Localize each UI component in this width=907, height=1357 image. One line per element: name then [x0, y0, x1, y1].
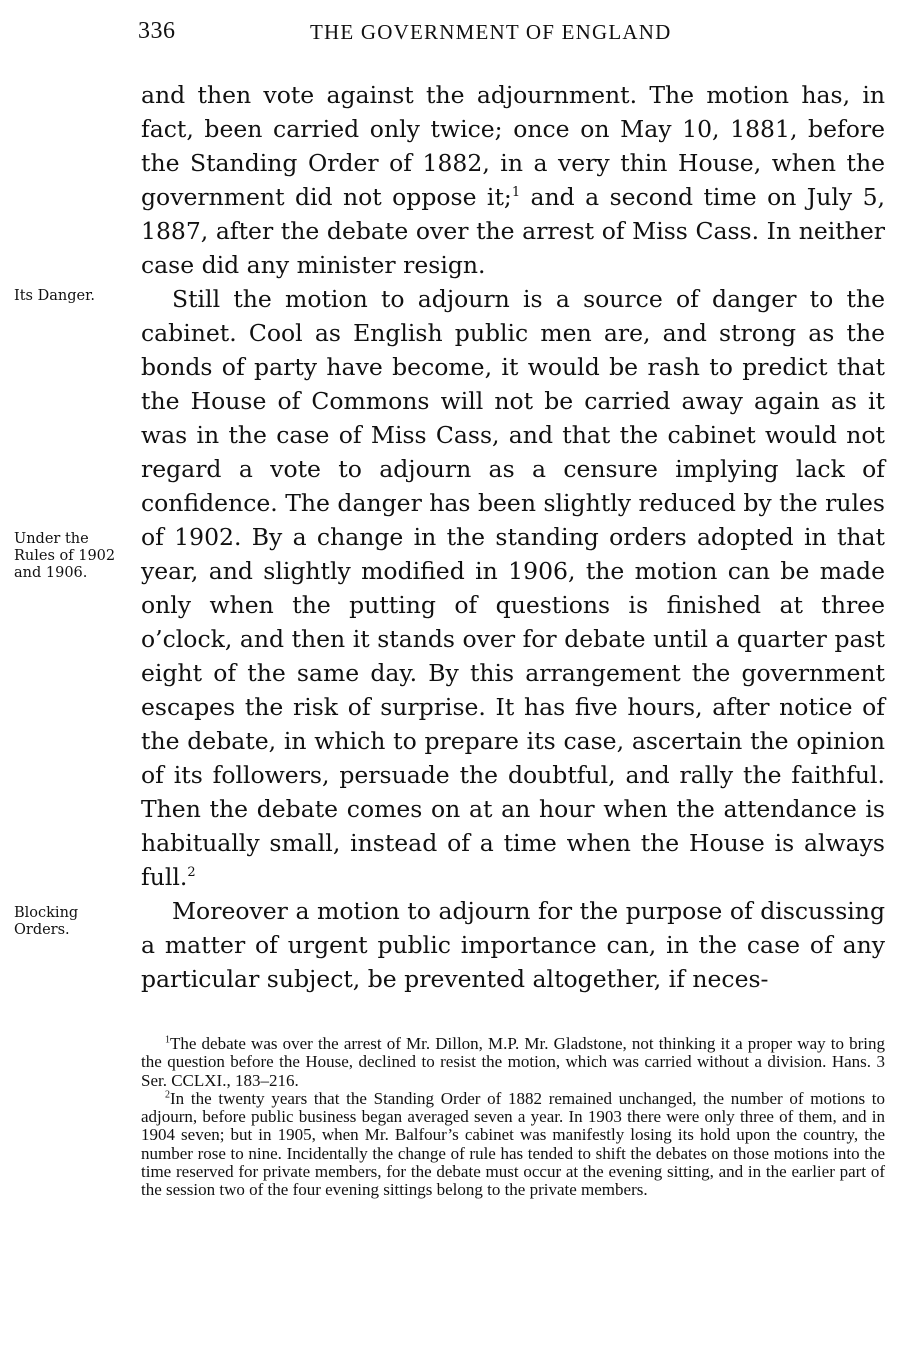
side-note-blocking-orders: Blocking Orders.: [14, 905, 79, 938]
running-title: THE GOVERNMENT OF ENGLAND: [310, 20, 672, 44]
paragraph-continued: [141, 78, 885, 282]
paragraph-its-danger: [141, 282, 885, 894]
footnote-1: [141, 1035, 885, 1090]
footnote-2: [141, 1090, 885, 1200]
footnote-1-text: The debate was over the arrest of Mr. Dillon, M.P. Mr. Gladstone, not thinking it a proper way to bring the question before the House, declined to resist the motion, which was carried without a division. Hans. 3 Ser. CCLXI., 183–216.: [141, 1034, 885, 1090]
side-note-rules: Under the Rules of 1902 and 1906.: [14, 531, 116, 581]
footnotes: [141, 1035, 885, 1200]
footnote-ref-2: 2: [187, 865, 196, 881]
main-text: [141, 78, 885, 996]
page-number: 336: [138, 18, 176, 44]
footnote-1-mark: 1: [165, 1034, 170, 1046]
footnote-2-text: In the twenty years that the Standing Order of 1882 remained unchanged, the number of motions to adjourn, before public business began averaged seven a year. In 1903 there were only three of them, and in 1904 seven; but in 1905, when Mr. Balfour’s cabinet was manifestly losing its hold upon the country, the number rose to nine. Incidentally the change of rule has tended to shift the debates on those motions into the time reserved for private members, for the debate must occur at the evening sitting, and in the earlier part of the session two of the four evening sittings belong to the private members.: [141, 1088, 885, 1200]
footnote-ref-1: 1: [511, 185, 521, 201]
side-note-its-danger: Its Danger.: [14, 288, 96, 304]
footnote-2-mark: 2: [165, 1089, 170, 1101]
paragraph-2-text: Still the motion to adjourn is a source of danger to the cabinet. Cool as English public men are, and strong as the bonds of party have become, it would be rash to predict that the House of Commons will not be carried away again as it was in the case of Miss Cass, and that the cabinet would not regard a vote to adjourn as a censure implying lack of confidence. The danger has been slightly reduced by the rules of 1902. By a change in the standing orders adopted in that year, and slightly modified in 1906, the motion can be made only when the putting of questions is finished at three o’clock, and then it stands over for debate until a quarter past eight of the same day. By this arrangement the government escapes the risk of surprise. It has five hours, after notice of the debate, in which to prepare its case, ascertain the opinion of its followers, persuade the doubtful, and rally the faithful. Then the debate comes on at an hour when the attendance is habitually small, instead of a time when the House is always full.: [141, 285, 885, 891]
paragraph-1-text-b: and a second time on July 5, 1887, after the debate over the arrest of Miss Cass. In neither case did any minister resign.: [141, 183, 885, 279]
paragraph-blocking-orders: Moreover a motion to adjourn for the purpose of discussing a matter of urgent public importance can, in the case of any particular subject, be prevented altogether, if neces-: [141, 897, 885, 993]
page-header: [138, 14, 886, 48]
paragraph-1-text-a: and then vote against the adjournment. The motion has, in fact, been carried only twice; once on May 10, 1881, before the Standing Order of 1882, in a very thin House, when the government did not oppose it;: [141, 81, 885, 211]
